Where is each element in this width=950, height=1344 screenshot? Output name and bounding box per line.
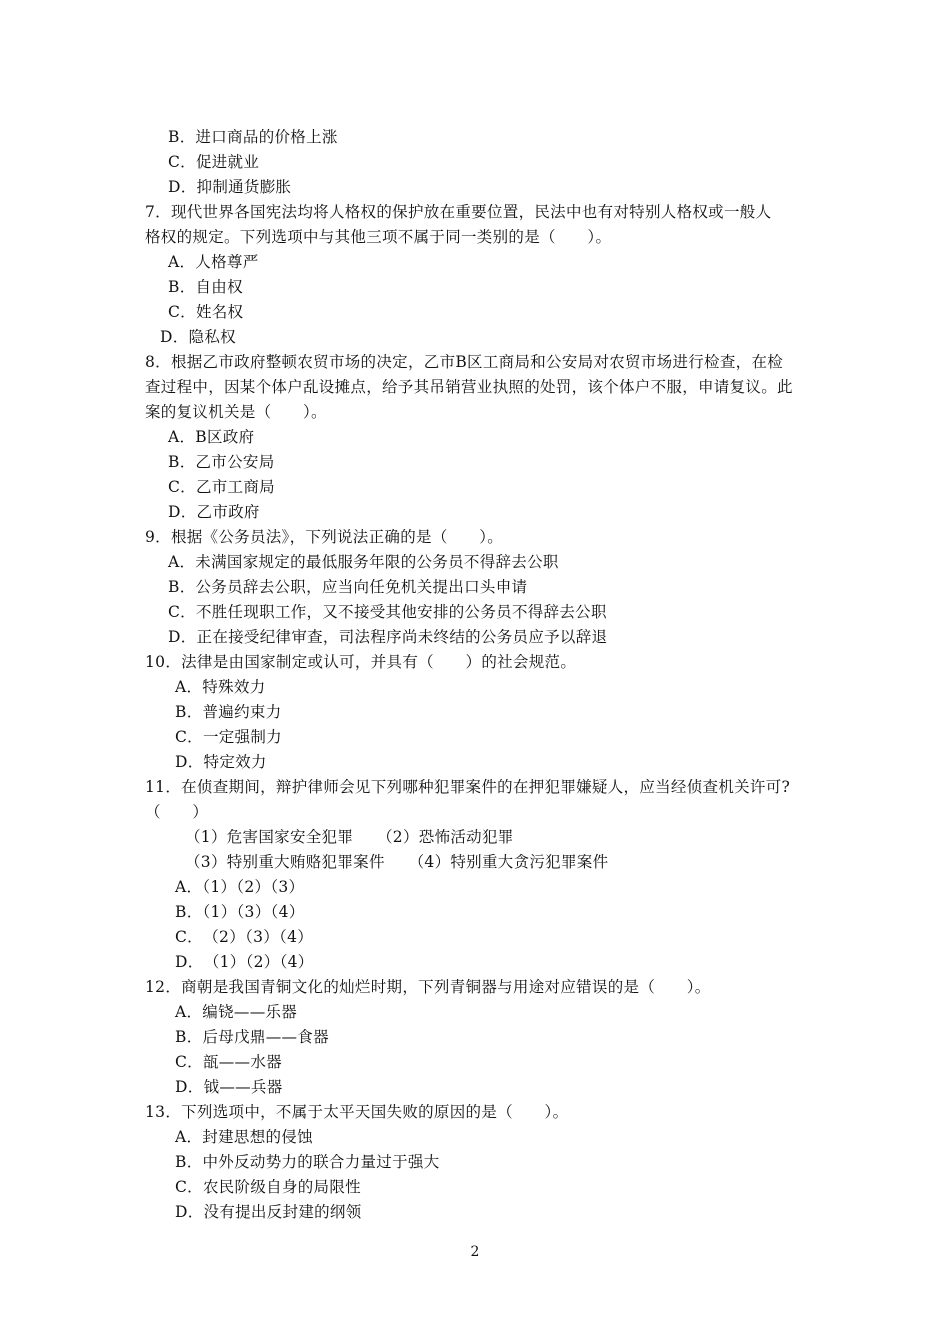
option-line: D．乙市政府: [168, 503, 260, 521]
question-8-stem-cont: 查过程中，因某个体户乱设摊点，给予其吊销营业执照的处罚，该个体户不服，申请复议。此: [145, 378, 793, 396]
option-line: C．瓿——水器: [175, 1053, 282, 1071]
option-line: A．未满国家规定的最低服务年限的公务员不得辞去公职: [168, 553, 559, 571]
option-line: D．特定效力: [175, 753, 267, 771]
question-11-item-line: （3）特别重大贿赂犯罪案件 （4）特别重大贪污犯罪案件: [185, 853, 609, 871]
option-line: D．隐私权: [160, 328, 236, 346]
option-line: A．编铙——乐器: [175, 1003, 298, 1021]
option-line: B．普遍约束力: [175, 703, 282, 721]
option-line: B．公务员辞去公职，应当向任免机关提出口头申请: [168, 578, 528, 596]
option-line: D．正在接受纪律审查，司法程序尚未终结的公务员应予以辞退: [168, 628, 608, 646]
question-7-stem-cont: 格权的规定。下列选项中与其他三项不属于同一类别的是（ ）。: [145, 228, 612, 246]
option-line: A．封建思想的侵蚀: [175, 1128, 313, 1146]
option-line: A．特殊效力: [175, 678, 266, 696]
option-line: D．钺——兵器: [175, 1078, 283, 1096]
question-11-stem: 11．在侦查期间，辩护律师会见下列哪种犯罪案件的在押犯罪嫌疑人，应当经侦查机关许可?: [145, 778, 791, 796]
option-line: A．（1）（2）（3）: [175, 878, 305, 896]
option-line: B．（1）（3）（4）: [175, 903, 305, 921]
option-line: B．乙市公安局: [168, 453, 275, 471]
option-line: B．后母戊鼎——食器: [175, 1028, 329, 1046]
option-line: C．促进就业: [168, 153, 260, 171]
page-number: 2: [470, 1244, 480, 1260]
question-13-stem: 13．下列选项中，不属于太平天国失败的原因的是（ ）。: [145, 1103, 569, 1121]
question-11-blank: （ ）: [145, 803, 209, 821]
option-line: C．乙市工商局: [168, 478, 275, 496]
option-line: C．农民阶级自身的局限性: [175, 1178, 361, 1196]
option-line: A．B区政府: [168, 428, 255, 446]
option-line: B．中外反动势力的联合力量过于强大: [175, 1153, 440, 1171]
question-11-item-line: （1）危害国家安全犯罪 （2）恐怖活动犯罪: [185, 828, 514, 846]
option-line: C．姓名权: [168, 303, 244, 321]
option-line: C．不胜任现职工作，又不接受其他安排的公务员不得辞去公职: [168, 603, 607, 621]
option-line: A．人格尊严: [168, 253, 259, 271]
option-line: C． （2）（3）（4）: [175, 928, 314, 946]
question-10-stem: 10．法律是由国家制定或认可，并具有（ ）的社会规范。: [145, 653, 577, 671]
option-line: D．抑制通货膨胀: [168, 178, 292, 196]
question-8-stem-cont: 案的复议机关是（ ）。: [145, 403, 327, 421]
option-line: B．进口商品的价格上涨: [168, 128, 338, 146]
option-line: B．自由权: [168, 278, 243, 296]
question-8-stem: 8．根据乙市政府整顿农贸市场的决定，乙市B区工商局和公安局对农贸市场进行检查，在检: [145, 353, 784, 371]
question-12-stem: 12．商朝是我国青铜文化的灿烂时期，下列青铜器与用途对应错误的是（ ）。: [145, 978, 711, 996]
option-line: D． （1）（2）（4）: [175, 953, 314, 971]
option-line: D．没有提出反封建的纲领: [175, 1203, 362, 1221]
option-line: C．一定强制力: [175, 728, 282, 746]
question-9-stem: 9．根据《公务员法》，下列说法正确的是（ ）。: [145, 528, 504, 546]
question-7-stem: 7．现代世界各国宪法均将人格权的保护放在重要位置，民法中也有对特别人格权或一般人: [145, 203, 772, 221]
